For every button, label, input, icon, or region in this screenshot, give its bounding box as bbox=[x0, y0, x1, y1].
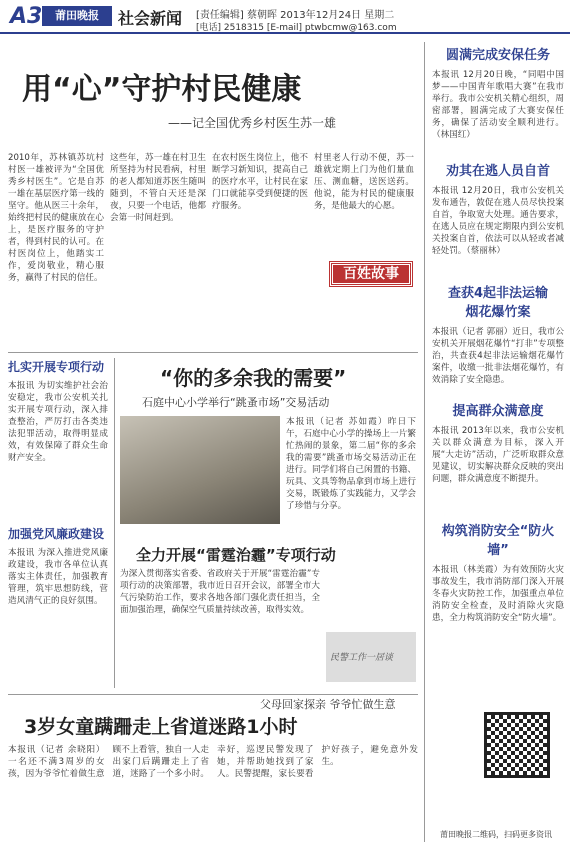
sidebar-fugitive-body: 本报讯 12月20日，我市公安机关发布通告，敦促在逃人员尽快投案自首，争取宽大处理。通告要求，在逃人员应在规定期限内到公安机关投案自首，依法可以从轻或者减轻处罚。（蔡丽林） bbox=[432, 186, 564, 256]
page-header bbox=[0, 0, 570, 34]
sidebar-fire-safety-body: 本报讯（林美霞）为有效预防火灾事故发生，我市消防部门深入开展冬春火灾防控工作，加强重点单位消防安全检查，及时消除火灾隐患，全力构筑消防安全“防火墙”。 bbox=[432, 565, 564, 623]
main-headline: 用“心”守护村民健康 bbox=[22, 72, 302, 107]
sidebar-fireworks-title: 查获4起非法运输 bbox=[447, 286, 549, 301]
main-article-col1: 2010年，苏林镇苏坑村村医一雄被评为“全国优秀乡村医生”。它是自苏一雄在基层医疗第一线的坚守。他从医三十余年，始终把村民的健康放在心上，是医疗服务的守护者，得到村民的认可。在村医岗位上，他踏实工作，爱岗敬业，精心服务，赢得了村民的信任。 bbox=[8, 153, 104, 283]
market-body: 本报讯（记者 苏如霞）昨日下午，石庭中心小学的操场上一片繁忙热闹的景象，第二届“你的多余我的需要”跳蚤市场交易活动正在进行。同学们将自己闲置的书籍、玩具、文具等物品拿到市场上进行交易，既锻炼了实践能力，又学会了珍惜与分享。 bbox=[286, 417, 416, 511]
sidebar-security-task-title: 圆满完成安保任务 bbox=[445, 48, 550, 63]
main-article-col4: 村里老人行动不便，苏一雄就定期上门为他们量血压、测血糖，送医送药。他说，能为村民的健康服务，是他最大的心愿。 bbox=[314, 153, 414, 211]
sidebar-fireworks bbox=[432, 282, 564, 394]
police-forum-block bbox=[326, 632, 416, 682]
sidebar-security-task-body: 本报讯 12月20日晚，“同唱中国梦——中国青年歌唱大赛”在我市举行。我市公安机关精心组织，周密部署，圆满完成了大赛安保任务，确保了活动安全顺利进行。（林国红） bbox=[432, 70, 564, 140]
divider bbox=[114, 358, 115, 688]
sidebar-satisfaction-body: 本报讯 2013年以来，我市公安机关以群众满意为目标，深入开展“大走访”活动，广泛听取群众意见建议，切实解决群众反映的突出问题，群众满意度不断提升。 bbox=[432, 426, 564, 484]
sidebar-satisfaction bbox=[432, 400, 564, 516]
haze-body: 为深入贯彻落实省委、省政府关于开展“雷霆治霾”专项行动的决策部署，我市近日召开会议，部署全市大气污染防治工作，要求各地各部门强化责任担当，全面加强治理，确保空气质量持续改善，取得实效。 bbox=[120, 569, 320, 615]
section-title: 社会新闻 bbox=[118, 9, 183, 28]
header-meta-contact: [电话] 2518315 [E-mail] ptwbcmw@163.com bbox=[196, 23, 397, 33]
sidebar-fire-safety bbox=[432, 520, 564, 700]
sidebar-security-task bbox=[432, 44, 564, 156]
sidebar-fugitive-title: 劝其在逃人员自首 bbox=[445, 164, 550, 179]
sidebar-fire-safety-title: 构筑消防安全“防火墙” bbox=[441, 524, 555, 558]
main-subhead: ——记全国优秀乡村医生苏一雄 bbox=[168, 116, 337, 130]
divider bbox=[8, 694, 418, 695]
market-photo bbox=[120, 416, 280, 524]
newspaper-logo: 莆田晚报 bbox=[42, 6, 112, 26]
girl-subhead: 父母回家探亲 爷爷忙做生意 bbox=[260, 698, 396, 711]
main-article-col2: 这些年，苏一雄在村卫生所坚持为村民看病，村里的老人都知道苏医生随叫随到，不管白天还是深夜，只要一个电话，他都会第一时间赶到。 bbox=[110, 153, 206, 223]
girl-headline: 3岁女童蹒跚走上省道迷路1小时 bbox=[24, 716, 298, 738]
sidebar-fugitive bbox=[432, 160, 564, 276]
market-article bbox=[120, 360, 416, 530]
header-meta-editor: [责任编辑] 蔡朝晖 2013年12月24日 星期二 bbox=[196, 10, 395, 21]
haze-article bbox=[120, 536, 416, 686]
police-forum-label: 民警工作一居谈 bbox=[330, 653, 394, 663]
party-body: 本报讯 为深入推进党风廉政建设，我市各单位认真落实主体责任，加强教育管理，筑牢思想防线，营造风清气正的良好氛围。 bbox=[8, 548, 108, 606]
security-article bbox=[8, 358, 108, 513]
main-article-headline-block bbox=[0, 42, 418, 152]
market-headline: “你的多余我的需要” bbox=[160, 366, 347, 390]
security-body: 本报讯 为切实维护社会治安稳定，我市公安机关扎实开展专项行动，深入排查整治，严厉打击各类违法犯罪活动，取得明显成效，有效保障了群众生命财产安全。 bbox=[8, 381, 108, 463]
main-article-col3: 在农村医生岗位上，他不断学习新知识，提高自己的医疗水平，让村民在家门口就能享受到便捷的医疗服务。 bbox=[212, 153, 308, 211]
divider bbox=[8, 352, 418, 353]
baixing-story-badge: 百姓故事 bbox=[330, 262, 412, 286]
market-subhead: 石庭中心小学举行“跳蚤市场”交易活动 bbox=[142, 396, 330, 409]
security-headline: 扎实开展专项行动 bbox=[8, 360, 105, 374]
girl-body: 本报讯（记者 余晓阳）一名还不满3周岁的女孩，因为爷爷忙着做生意顾不上看管，独自一人走出家门后蹒跚走上了省道，迷路了一个多小时。幸好，巡逻民警发现了她，并帮助她找到了家人。民警提醒，家长要看护好孩子，避免意外发生。 bbox=[8, 745, 418, 779]
sidebar-fireworks-title2: 烟花爆竹案 bbox=[465, 305, 531, 320]
sidebar-fireworks-body: 本报讯（记者 郭丽）近日，我市公安机关开展烟花爆竹“打非”专项整治，共查获4起非法运输烟花爆竹案件，收缴一批非法烟花爆竹，有效消除了安全隐患。 bbox=[432, 327, 564, 385]
haze-headline: 全力开展“雷霆治霾”专项行动 bbox=[136, 546, 336, 564]
party-article bbox=[8, 525, 108, 685]
footer-qr-caption: 莆田晚报二维码，扫码更多资讯 bbox=[440, 830, 552, 839]
party-headline: 加强党风廉政建设 bbox=[8, 527, 105, 541]
page-number: A3 bbox=[10, 4, 43, 29]
sidebar-satisfaction-title: 提高群众满意度 bbox=[452, 404, 544, 419]
divider bbox=[424, 42, 425, 842]
girl-article bbox=[8, 696, 418, 846]
qr-code bbox=[484, 712, 550, 778]
